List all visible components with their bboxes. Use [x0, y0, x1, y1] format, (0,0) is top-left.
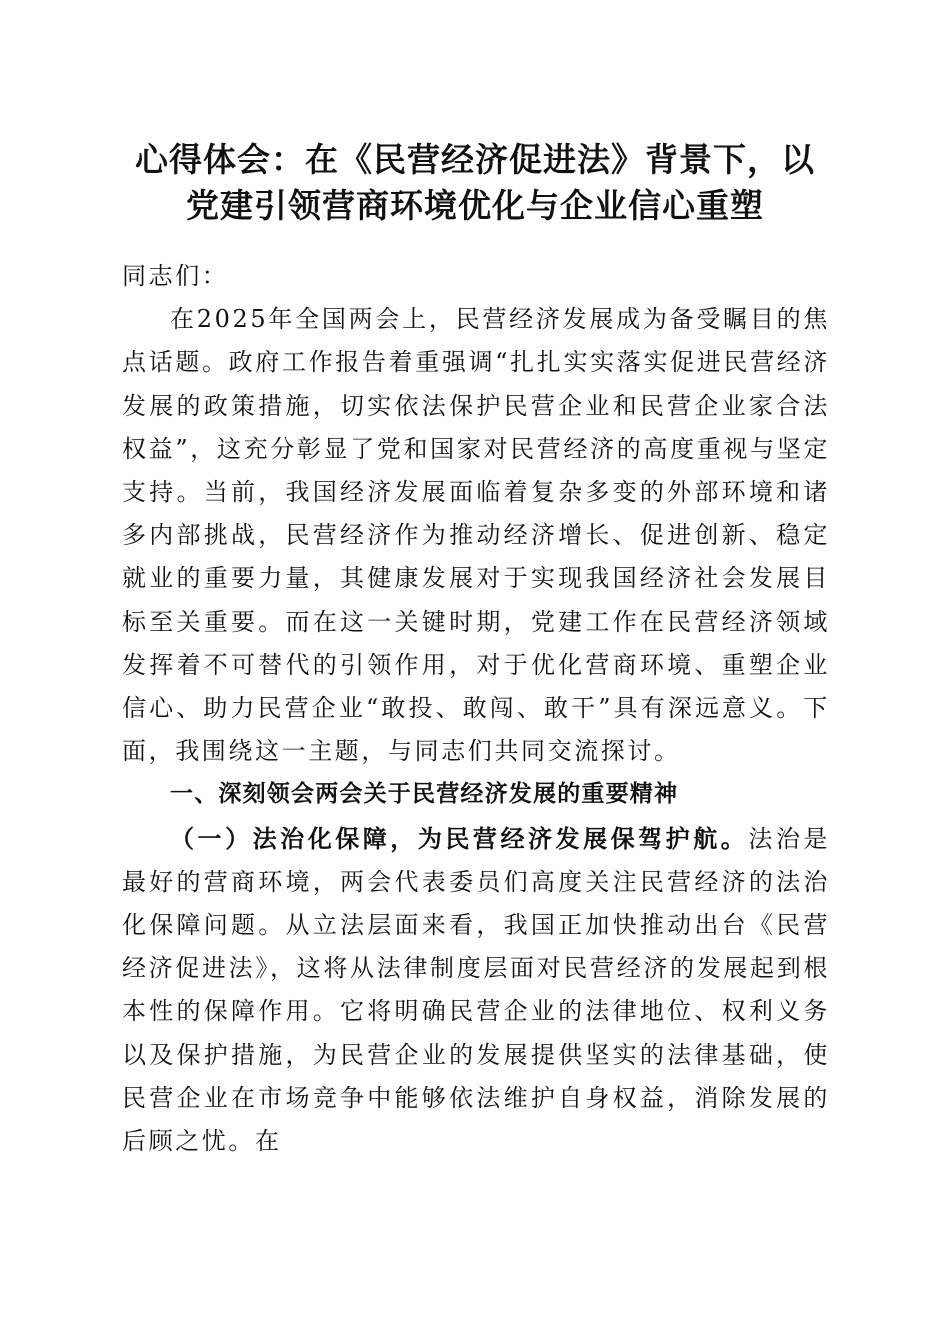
section-heading-1: 一、深刻领会两会关于民营经济发展的重要精神: [170, 781, 679, 808]
document-body: [122, 255, 830, 1163]
title-line-2: 党建引领营商环境优化与企业信心重塑: [186, 186, 764, 225]
paragraph-lead-sentence: （一）法治化保障，为民营经济发展保驾护航。: [170, 823, 749, 853]
title-line-1: 心得体会：在《民营经济促进法》背景下，以: [135, 140, 815, 179]
document-title: [110, 137, 840, 229]
salutation: 同志们：: [122, 262, 229, 290]
section-1-paragraph-1: [122, 817, 830, 1164]
intro-paragraph: 在2025年全国两会上，民营经济发展成为备受瞩目的焦点话题。政府工作报告着重强调“扎扎实实落实促进民营经济发展的政策措施，切实依法保护民营企业和民营企业家合法权益”，这充分彰显了党和国家对民营经济的高度重视与坚定支持。当前，我国经济发展面临着复杂多变的外部环境和诸多内部挑战，民营经济作为推动经济增长、促进创新、稳定就业的重要力量，其健康发展对于实现我国经济社会发展目标至关重要。而在这一关键时期，党建工作在民营经济领域发挥着不可替代的引领作用，对于优化营商环境、重塑企业信心、助力民营企业“敢投、敢闯、敢干”具有深远意义。下面，我围绕这一主题，与同志们共同交流探讨。: [122, 305, 830, 766]
paragraph-text: 法治是最好的营商环境，两会代表委员们高度关注民营经济的法治化保障问题。从立法层面来看，我国正加快推动出台《民营经济促进法》，这将从法律制度层面对民营经济的发展起到根本性的保障作用。它将明确民营企业的法律地位、权利义务以及保护措施，为民营企业的发展提供坚实的法律基础，使民营企业在市场竞争中能够依法维护自身权益，消除发展的后顾之忧。在: [122, 824, 830, 1156]
